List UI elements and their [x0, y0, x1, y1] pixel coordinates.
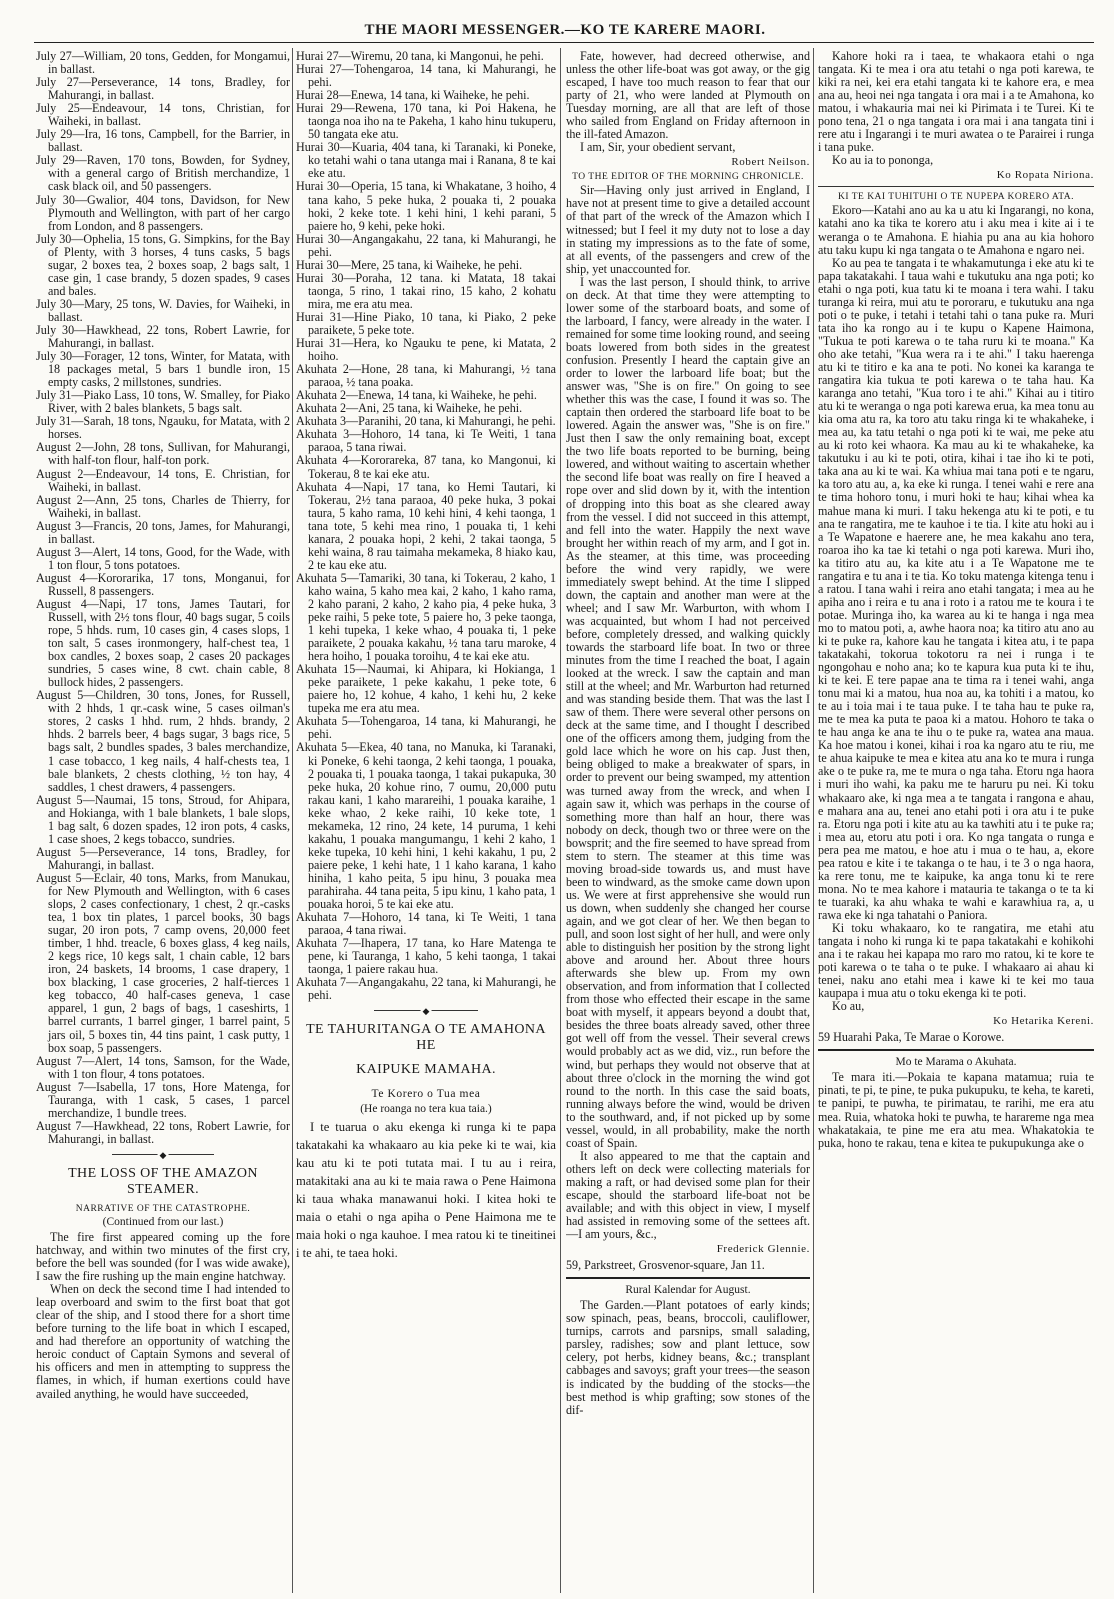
section-subtitle: NARRATIVE OF THE CATASTROPHE.: [75, 1203, 251, 1214]
article-title-line-2: KAIPUKE MAMAHA.: [356, 1062, 496, 1078]
ornament-divider: ◆: [296, 1006, 556, 1016]
paragraph: Ekoro—Katahi ano au ka u atu ki Ingarangi, no kona, katahi ano ka tika te korero atu i aku mea i kite ai i te weranga o te Amahona. E hiahia pu ana au kia hohoro atu taku kupu ki nga tangata o te Amahona e ngaro nei.: [818, 203, 1094, 257]
continued-note: (Continued from our last.): [102, 1215, 224, 1228]
shipping-entry: Akuhata 2—Ani, 25 tana, ki Waiheke, he pehi.: [296, 401, 523, 416]
continued-note: (He roanga no tera kua taia.): [360, 1103, 492, 1116]
letter-1-body: [566, 50, 810, 154]
section-subtitle: Te Korero o Tua mea: [371, 1088, 481, 1101]
article-body: [36, 1231, 290, 1401]
paragraph: I was the last person, I should think, to arrive on deck. At that time they were attempting to lower some of the starboard boats, and some of the larboard, I fancy, were already in the water. I remained for some time looking round, and seeing boats lowered from both sides in the greatest confusion. Presently I heard the captain give an order to lower the larboard life boat; but the answer was, "She is on fire." On going to see whether this was the case, I found it was so. The captain then ordered the starboard life boat to be lowered. Again the answer was, "She is on fire." Just then I saw the only remaining boat, except the two life boats reported to be burning, being lowered, and without waiting to ascertain whether the second life boat was really on fire I heaved a rope over and slid down by it, with the intention of dropping into this boat as she cleared away from the vessel. I did not succeed in this attempt, and fell into the water. Happily the next wave brought her within reach of my arm, and I got in. As the steamer, at this time, was proceeding before the wind very rapidly, we were immediately swept behind. At the time I slipped down, the captain and another man were at the wheel; and I saw Mr. Warburton, with whom I was acquainted, but whom I had not perceived before, completely dressed, and walking quickly towards the starboard life boat. In two or three minutes from the time I reached the boat, I again looked at the wreck. I saw the captain and man still at the wheel; and Mr. Warburton had returned and was standing beside them. That was the last I saw of them. There were several other persons on deck at the same time, and I thought I described one of the officers among them, judging from the gold lace which he wore on his cap. Just then, being obliged to make a breakwater of spars, in order to prevent our being swamped, my attention was turned away from the wreck, and when I again saw it, which was perhaps in the course of something more than half an hour, there was nobody on deck, though two or three were on the bowsprit; and the fire seemed to have spread from stem to stern. The steamer at this time was moving broad-side towards us, and must have been to windward, as the smoke came down upon us. We were at first apprehensive she would run us down, when suddenly she changed her course again, and we got clear of her. We then began to pull, and soon lost sight of her hull, and were only able to distinguish her position by the strong light above and around her. About three hours afterwards she blew up. From my own observation, and from information that I collected from those who effected their escape in the same boat with myself, it appears beyond a doubt that, besides the three boats already saved, other three got well off from the vessel. Their several crews would probably act as we did, viz., run before the wind, but perhaps they would not observe that at about three o'clock in the morning the wind got round to the north. In this case the said boats, running always before the wind, would be driven to the southward, and, if not picked up by some vessel, would, in all probability, make the north coast of Spain.: [566, 274, 810, 1150]
shipping-entry: August 4—Napi, 17 tons, James Tautari, for Russell, with 2½ tons flour, 40 bags sugar, 5 coils rope, 5 hhds. rum, 10 cases gin, 4 cases slops, 1 ton salt, 5 cases ironmongery, half-chest tea, 1 box candles, 2 boxes soap, 2 cases 20 packages sundries, 5 cases wine, 8 cwt. chain cable, 8 bullock hides, 2 passengers.: [36, 596, 290, 690]
shipping-entry: Hurai 29—Rewena, 170 tana, ki Poi Hakena, he taonga noa iho na te Pakeha, 1 kaho hinu tukuperu, 50 tangata eke atu.: [296, 101, 556, 142]
shipping-entry: August 5—Perseverance, 14 tons, Bradley, for Mahurangi, in ballast.: [36, 844, 290, 872]
column-divider: [813, 48, 814, 1593]
paragraph: It also appeared to me that the captain and others left on deck were collecting materials for making a raft, or had devised some plan for their escape, should the starboard life-boat not be available; and with this object in view, I myself had assisted in removing some of the settees aft.—I am yours, &c.,: [566, 1148, 810, 1242]
shipping-entry: July 30—Gwalior, 404 tons, Davidson, for New Plymouth and Wellington, with part of her cargo from London, and 8 passengers.: [36, 192, 290, 233]
shipping-entry: July 29—Ira, 16 tons, Campbell, for the Barrier, in ballast.: [36, 127, 290, 155]
column-divider: [560, 48, 561, 1593]
column-2: [296, 50, 556, 1590]
shipping-departures-list-maori: [296, 50, 556, 1002]
paragraph: Fate, however, had decreed otherwise, and unless the other life-boat was got away, or the gig escaped, I have too much reason to fear that our party of 21, who were landed at Plymouth on Tuesday morning, are all that are left of those who sailed from England on Friday afternoon in the ill-fated Amazon.: [566, 50, 810, 142]
column-3: [566, 50, 810, 1590]
shipping-entry: July 30—Hawkhead, 22 tons, Robert Lawrie, for Mahurangi, in ballast.: [36, 322, 290, 351]
shipping-entry: Akuhata 4—Kororareka, 87 tana, ko Mangonui, ki Tokerau, 8 te kai eke atu.: [296, 453, 556, 481]
shipping-entry: July 30—Mary, 25 tons, W. Davies, for Waiheki, in ballast.: [36, 296, 290, 324]
shipping-entry: Akuhata 5—Tohengaroa, 14 tana, ki Mahurangi, he pehi.: [296, 714, 556, 742]
article-title-line-1: TE TAHURITANGA O TE AMAHONA HE: [306, 1022, 546, 1054]
shipping-entry: August 2—Ann, 25 tons, Charles de Thierry, for Waiheki, in ballast.: [36, 492, 290, 520]
signature: Robert Neilson.: [731, 156, 810, 169]
shipping-entry: August 2—Endeavour, 14 tons, E. Christian, for Waiheki, in ballast.: [36, 466, 290, 494]
letter-2-body-maori: [818, 204, 1094, 1013]
shipping-entry: Akuhata 2—Enewa, 14 tana, ki Waiheke, he pehi.: [296, 388, 537, 403]
address: 59, Parkstreet, Grosvenor-square, Jan 11.: [566, 1258, 765, 1273]
section-rule: [818, 1049, 1094, 1051]
address: 59 Huarahi Paka, Te Marae o Korowe.: [818, 1030, 1005, 1045]
shipping-entry: Hurai 27—Wiremu, 20 tana, ki Mangonui, he pehi.: [296, 50, 544, 63]
masthead: THE MAORI MESSENGER.—KO TE KARERE MAORI.: [364, 22, 766, 38]
article-title: THE LOSS OF THE AMAZON STEAMER.: [68, 1165, 258, 1197]
shipping-entry: Hurai 28—Enewa, 14 tana, ki Waiheke, he pehi.: [296, 88, 530, 103]
shipping-entry: July 30—Ophelia, 15 tons, G. Simpkins, for the Bay of Plenty, with 3 horses, 4 tuns casks, 5 bags sugar, 2 boxes tea, 2 boxes soap, 2 bags salt, 1 case gin, 1 case brandy, 5 dozen spades, 9 cases and bales.: [36, 231, 290, 298]
shipping-entry: Hurai 30—Operia, 15 tana, ki Whakatane, 3 hoiho, 4 tana kaho, 5 peke huka, 2 pouaka ti, 2 pouaka hoki, 2 keke tote. 1 kehi hini, 1 kehi parani, 5 paiere ho, 9 kehi, peke hoki.: [296, 179, 556, 233]
paragraph: Ko au,: [832, 999, 865, 1014]
shipping-entry: Hurai 30—Kuaria, 404 tana, ki Taranaki, ki Poneke, ko tetahi wahi o tana utanga mai i Ranana, 8 te kai eke atu.: [296, 140, 556, 181]
shipping-entry: Akuhata 5—Ekea, 40 tana, no Manuka, ki Taranaki, ki Poneke, 6 kehi taonga, 2 kehi taonga, 1 pouaka, 2 pouaka ti, 1 pouaka taonga, 1 takai pukapuka, 30 peke huka, 20 kohue rino, 7 oumu, 20,000 putu rakau kani, 1 kaho marareihi, 1 pouaka karaihe, 1 keke whao, 2 keke raihi, 10 keke tote, 1 mekameka, 12 rino, 24 kete, 14 puruma, 1 kehi kakahu, 1 pouaka mangumangu, 1 kehi 2 kaho, 1 keke tupeka, 10 kehi hini, 1 kehi kakahu, 1 pu, 2 paiere peke, 1 kehi hate, 1 1 kaho karana, 1 kaho hiniha, 1 kaho peita, 5 ipu hinu, 3 pouaka mea parahiraha. 44 tana peita, 5 ipu kinu, 1 kaho pata, 1 pouaka horoi, 5 te kai eke atu.: [296, 740, 556, 912]
shipping-entry: Akuhata 4—Napi, 17 tana, ko Hemi Tautari, ki Tokerau, 2½ tana paraoa, 40 peke huka, 3 pokai taura, 5 kaho rama, 10 kehi hini, 4 kehi taonga, 1 tana tote, 5 kehi mea rino, 1 pouaka ti, 1 kehi kanara, 2 pouaka hopi, 2 kehi, 2 takai taonga, 5 kehi waina, 8 rau taimaha mekameka, 8 hiako kau, 2 te kau eke atu.: [296, 479, 556, 572]
shipping-entry: August 5—Naumai, 15 tons, Stroud, for Ahipara, and Hokianga, with 1 bale blankets, 1 bale slops, 1 bag salt, 6 dozen spades, 12 iron pots, 4 casks, 1 case shoes, 2 kegs tobacco, sundries.: [36, 792, 290, 846]
shipping-entry: Hurai 30—Angangakahu, 22 tana, ki Mahurangi, he pehi.: [296, 231, 556, 259]
shipping-entry: Akuhata 5—Tamariki, 30 tana, ki Tokerau, 2 kaho, 1 kaho waina, 5 kaho mea kai, 2 kaho, 1 kaho rama, 2 kaho parani, 2 kaho, 2 kaho pia, 4 peke huka, 3 peke raihi, 5 peke tote, 5 paiere ho, 3 peke taonga, 1 kehi tupeka, 1 keke whao, 4 pouaka ti, 1 peke paraikete, 2 pouaka kakahu, ½ tana taru maroke, 4 hera hoiho, 1 pouaka toroihu, 4 te kai eke atu.: [296, 570, 556, 664]
shipping-entry: Hurai 31—Hine Piako, 10 tana, ki Piako, 2 peke paraikete, 5 peke tote.: [296, 309, 556, 337]
letter-heading: TO THE EDITOR OF THE MORNING CHRONICLE.: [572, 172, 804, 183]
section-rule: [818, 186, 1094, 187]
paragraph: Ko au pea te tangata i te whakamutunga i eke atu ki te papa takatakahi. I taua wahi e tukutuku ana nga poti; ko etahi o nga poti, kua tatu ki te moana i tera wahi. I taku turanga ki reira, mui atu te pororaru, e tukutuku ana nga poti o te puke, i tetahi i tetahi tahi o tana puke ra. Muri tata iho ka rongo au i te kupu o Kapene Haimona, "Tukua te poti karewa o te taha ruru ki te moana." Ka oho ake tetahi, "Kua wera ra i te ahi." I taku haerenga atu ki te titiro e ka ana te poti. No konei ka karanga te rangatira kia tukua te poti karewa o te taha hau. Ka karanga ano tetahi, "Kua toro i te ahi." Kihai au i titiro atu ki te weranga o nga poti karewa erua, ka mea tonu au kia oma atu ra, ka toro atu taku ringa ki te whakaheke, i mea au, ka tatu tetahi o nga poti ki te wai, me peke atu au ki roto kei whaora. Ka mau au ki te whakaheke, ka takutuku i au ki te poti, otira, kihai i tae iho ki te poti, taka ana au ki te wai. Ka whiua mai tana poti e te ngaru, ka toro atu au, a, ka eke ki runga. I tenei wahi e rere ana te tima hohoro tonu, i muri hoki te hau; kihai whea ka mahue mana ki muri. I taku hekenga atu ki te poti, e tu ana te rangatira, me te kauhoe i te tia. I kite atu hoki au i a Te Wapatone e haerere ane, he mea kakahu ano tera, roaroa iho ka tae ki tetahi o nga poti karewa. Muri iho, ka titiro atu au, ka kite atu i a Te Wapatone me te rangatira e tu ana i te tia. Ko toku matenga kitenga tenu i a ratou. I tana wahi i reira ano etahi tangata; i mea au he apiha ano i reira e tu ana i roto i a ratou me te koura i te potae. Muringa iho, ka warea au ki te hanga i nga mea mo to matou poti, a, awhe haora noa; ka titiro atu ano au ki te puke ra, kahore kau he tangata i kitea atu, i te papa takatakahi, tokorua tokotoru ra nei i runga i te ngongohau e noho ana; ko te kapura kua puta ki te ihu, ki te kei. E tere papae ana te tima ra i tenei wahi, anga tonu mai ki a matou, hua noa au, ka tohiti i a matou, ko te au i toia mai i te taua puke. I te taha hau te puke ra, me te mea ka puta te paoa ki a matou. Hohoro te taka o te hau anga ke ana te ihu o te puke ra, watea ana maua. Ka hoe matou i konei, kihai i roa ka ngaro atu te riu, me te ahua kaipuke te mea e kitea atu ana ko te mura i runga ake o te puke ra, me te mura o nga taha. Etoru nga haora i muri iho wahi, ka paku me te haruru pu nei. Ki toku whakaaro ake, ki nga mea a te tangata i rangona e ahau, e mahara ana au, tenei ano etahi poti i ora atu i te puke ra. Etoru nga poti i kite atu au ka tawhiti atu i te puke ra; i mea au, etoru atu poti i ora. Ko nga tangata o runga e pera pea me matou, e hoe atu i mua o te hau, a, ekore pea ratou e kite i te takanga o te hau, i te 3 o nga haora, ka rere tonu, me te kaipuke, ka anga tonu ki te rere mona. No te mea kahore i matauria te takanga o te ta ki te tuaraki, ka ahu whaka te wahi e karawhiua ra, a, u rawa eke ki nga tahatahi o Paniora.: [818, 255, 1094, 922]
signature: Ko Ropata Niriona.: [996, 169, 1094, 182]
signature: Ko Hetarika Kereni.: [993, 1015, 1094, 1028]
article-body: I te tuarua o aku ekenga ki runga ki te papa takatakahi ka whakaaro au kia peke ki te wai, kia kau atu ki te poti tutata mai. I tu au i reira, matakitaki ana au ki te maia rawa o Pene Haimona ki taua whaka manawanui hoki. I kitea hoki te maia o etahi o nga apiha o Pene Haimona me te maia hoki o nga kauhoe. I mea ratou ki te tineitinei i te ahi, te taea hoki.: [296, 1120, 556, 1261]
section-title: Mo te Marama o Akuhata.: [895, 1056, 1017, 1069]
shipping-entry: July 29—Raven, 170 tons, Bowden, for Sydney, with a general cargo of British merchandize, 1 cask black oil, and 50 passengers.: [36, 153, 290, 194]
shipping-entry: August 7—Alert, 14 tons, Samson, for the Wade, with 1 ton flour, 4 tons potatoes.: [36, 1053, 290, 1081]
shipping-entry: Akuhata 2—Hone, 28 tana, ki Mahurangi, ½ tana paraoa, ½ tana poaka.: [296, 362, 556, 390]
section-body: The Garden.—Plant potatoes of early kinds; sow spinach, peas, beans, broccoli, cauliflower, turnips, carrots and parsnips, small salading, parsley, radishes; sow and plant lettuce, sow celery, pot herbs, kidney beans, &c.; transplant cabbages and savoys; graft your trees—the season is indicated by the budding of the stocks—the best method is whip grafting; sow stones of the dif-: [566, 1298, 810, 1417]
letter-heading: KI TE KAI TUHITUHI O TE NUPEPA KORERO ATA.: [837, 192, 1075, 203]
shipping-entry: Hurai 30—Poraha, 12 tana. ki Matata, 18 takai taonga, 5 rino, 1 takai rino, 15 kaho, 2 kohatu mira, me era atu mea.: [296, 270, 556, 311]
ornament-divider: ◆: [36, 1150, 290, 1160]
paragraph: Kahore hoki ra i taea, te whakaora etahi o nga tangata. Ki te mea i ora atu tetahi o nga poti karewa, te kiki ra nei, kei era etahi tangata ki te kahore era, e mea ana au, heoi nei nga tangata i ora mai i a te Amahona, ko matou, i whakauria mai nei ki Pirimata i te Turei. Ki te pono tena, 21 o nga tangata i ora mai i ana tangata tini i rere atu i Ingarangi i te muri awatea o te Parairei i runga i tana puke.: [818, 50, 1094, 155]
shipping-entry: July 31—Piako Lass, 10 tons, W. Smalley, for Piako River, with 2 bales blankets, 5 bags salt.: [36, 388, 290, 416]
shipping-entry: Akuhata 7—Hohoro, 14 tana, ki Te Weiti, 1 tana paraoa, 4 tana riwai.: [296, 910, 556, 938]
letter-2-body: [566, 184, 810, 1241]
column-1: [36, 50, 290, 1590]
letter-1-body-maori: [818, 50, 1094, 167]
shipping-entry: August 7—Hawkhead, 22 tons, Robert Lawrie, for Mahurangi, in ballast.: [36, 1118, 290, 1146]
shipping-entry: July 27—William, 20 tons, Gedden, for Mongamui, in ballast.: [36, 50, 290, 77]
shipping-entry: July 30—Forager, 12 tons, Winter, for Matata, with 18 packages metal, 5 bars 1 bundle iron, 15 empty casks, 2 millstones, sundries.: [36, 349, 290, 390]
shipping-entry: Akuhata 3—Hohoro, 14 tana, ki Te Weiti, 1 tana paraoa, 5 tana riwai.: [296, 427, 556, 455]
shipping-entry: August 2—John, 28 tons, Sullivan, for Mahurangi, with half-ton flour, half-ton pork.: [36, 440, 290, 468]
shipping-entry: August 7—Isabella, 17 tons, Hore Matenga, for Tauranga, with 1 cask, 5 cases, 1 parcel merchandize, 1 bundle trees.: [36, 1079, 290, 1120]
shipping-entry: Akuhata 7—Angangakahu, 22 tana, ki Mahurangi, he pehi.: [296, 975, 556, 1003]
shipping-entry: August 4—Kororarika, 17 tons, Monganui, for Russell, 8 passengers.: [36, 570, 290, 598]
column-divider: [292, 48, 293, 1593]
shipping-entry: August 5—Children, 30 tons, Jones, for Russell, with 2 hhds, 1 qr.-cask wine, 5 cases oilman's stores, 2 casks 1 hhd. rum, 2 hhds. brandy, 2 hhds. 2 barrels beer, 4 bags sugar, 3 bags rice, 5 bags salt, 2 bundles spades, 3 bales merchandize, 1 case tobacco, 1 keg nails, 4 half-chests tea, 1 bale blankets, 2 chests clothing, ½ ton hay, 4 saddles, 1 chest drawers, 4 passengers.: [36, 688, 290, 794]
masthead-rule: [34, 42, 1094, 43]
paragraph: Sir—Having only just arrived in England, I have not at present time to give a detailed account of that part of the wreck of the Amazon which I witnessed; but I feel it my duty not to lose a day in stating my impressions as to the fate of some, at all events, of the passengers and crew of the ship, yet unaccounted for.: [566, 183, 810, 276]
paragraph: I am, Sir, your obedient servant,: [580, 140, 736, 155]
paragraph: Ko au ia to pononga,: [832, 153, 934, 168]
shipping-entry: August 3—Francis, 20 tons, James, for Mahurangi, in ballast.: [36, 518, 290, 546]
paragraph: Ki toku whakaaro, ko te rangatira, me etahi atu tangata i noho ki runga ki te papa takatakahi e kohikohi ana i te rakau hei kapapa mo raro mo ratou, ki te kore te poti karewa o te taha o te puke. I whakaaro ai ahau ki tenei, naku ano etahi mea i kawe ki te kei mo taua kaupapa i mua atu o toku ekenga ki te poti.: [818, 921, 1094, 1001]
paragraph: The fire first appeared coming up the fore hatchway, and within two minutes of the first cry, before the bell was sounded (for I was wide awake), I saw the fire rushing up the main engine hatchway.: [36, 1229, 290, 1284]
section-rule: [566, 1277, 810, 1279]
signature: Frederick Glennie.: [716, 1243, 810, 1256]
shipping-entry: Akuhata 15—Naumai, ki Ahipara, ki Hokianga, 1 peke paraikete, 1 peke kakahu, 1 peke tote, 6 paiere ho, 12 kohue, 4 kaho, 1 kehi hu, 2 keke tupeka me era atu mea.: [296, 662, 556, 716]
shipping-entry: Hurai 31—Hera, ko Ngauku te pene, ki Matata, 2 hoiho.: [296, 336, 556, 364]
shipping-entry: Akuhata 7—Ihapera, 17 tana, ko Hare Matenga te pene, ki Tauranga, 1 kaho, 5 kehi taonga, 1 takai taonga, 1 paiere rakau hua.: [296, 936, 556, 977]
shipping-departures-list: [36, 50, 290, 1146]
shipping-entry: Hurai 30—Mere, 25 tana, ki Waiheke, he pehi.: [296, 257, 523, 272]
shipping-entry: August 5—Eclair, 40 tons, Marks, from Manukau, for New Plymouth and Wellington, with 6 cases slops, 2 cases confectionary, 1 chest, 2 qr.-casks tea, 1 box tin plates, 1 parcel books, 30 bags sugar, 20 iron pots, 7 camp ovens, 20,000 feet timber, 1 hhd. treacle, 6 boxes glass, 4 keg nails, 2 kegs rice, 10 kegs salt, 1 chain cable, 12 bars iron, 24 baskets, 14 brooms, 1 case drapery, 1 box blacking, 1 case groceries, 2 half-tierces 1 keg tobacco, 40 half-cases geneva, 1 case apparel, 1 gun, 2 bags of bags, 1 caseshirts, 1 barrel currants, 1 barrel ginger, 1 barrel paint, 5 jars oil, 5 boxes tin, 44 tins paint, 1 cask putty, 1 box soap, 5 passengers.: [36, 870, 290, 1055]
shipping-entry: Hurai 27—Tohengaroa, 14 tana, ki Mahurangi, he pehi.: [296, 62, 556, 90]
shipping-entry: July 27—Perseverance, 14 tons, Bradley, for Mahurangi, in ballast.: [36, 75, 290, 103]
section-title: Rural Kalendar for August.: [625, 1284, 751, 1297]
shipping-entry: Akuhata 3—Paranihi, 20 tana, ki Mahurangi, he pehi.: [296, 414, 556, 429]
shipping-entry: July 31—Sarah, 18 tons, Ngauku, for Matata, with 2 horses.: [36, 414, 290, 442]
column-4: [818, 50, 1094, 1590]
section-body: Te mara iti.—Pokaia te kapana matamua; ruia te pinati, te pi, te pine, te puka pukupuku, te keha, te kareti, te panipi, te puwha, te pirimatau, te rarihi, me era atu mea. Ruia, whatoka hoki te puwha, te harareme nga mea whakatakaia, te pine me era atu mea. Whakatokia te puka, hono te rakau, tena e kitea te pukupukunga ake o: [818, 1070, 1094, 1150]
shipping-entry: July 25—Endeavour, 14 tons, Christian, for Waiheki, in ballast.: [36, 101, 290, 129]
shipping-entry: August 3—Alert, 14 tons, Good, for the Wade, with 1 ton flour, 5 tons potatoes.: [36, 544, 290, 572]
paragraph: When on deck the second time I had intended to leap overboard and swim to the first boat that got clear of the ship, and I stood there for a short time before turning to the life boat in which I escaped, and had therefore an opportunity of watching the heroic conduct of Captain Symons and several of his officers and men in attempting to suppress the flames, in which, if human exertions could have availed anything, he would have succeeded,: [36, 1282, 290, 1401]
